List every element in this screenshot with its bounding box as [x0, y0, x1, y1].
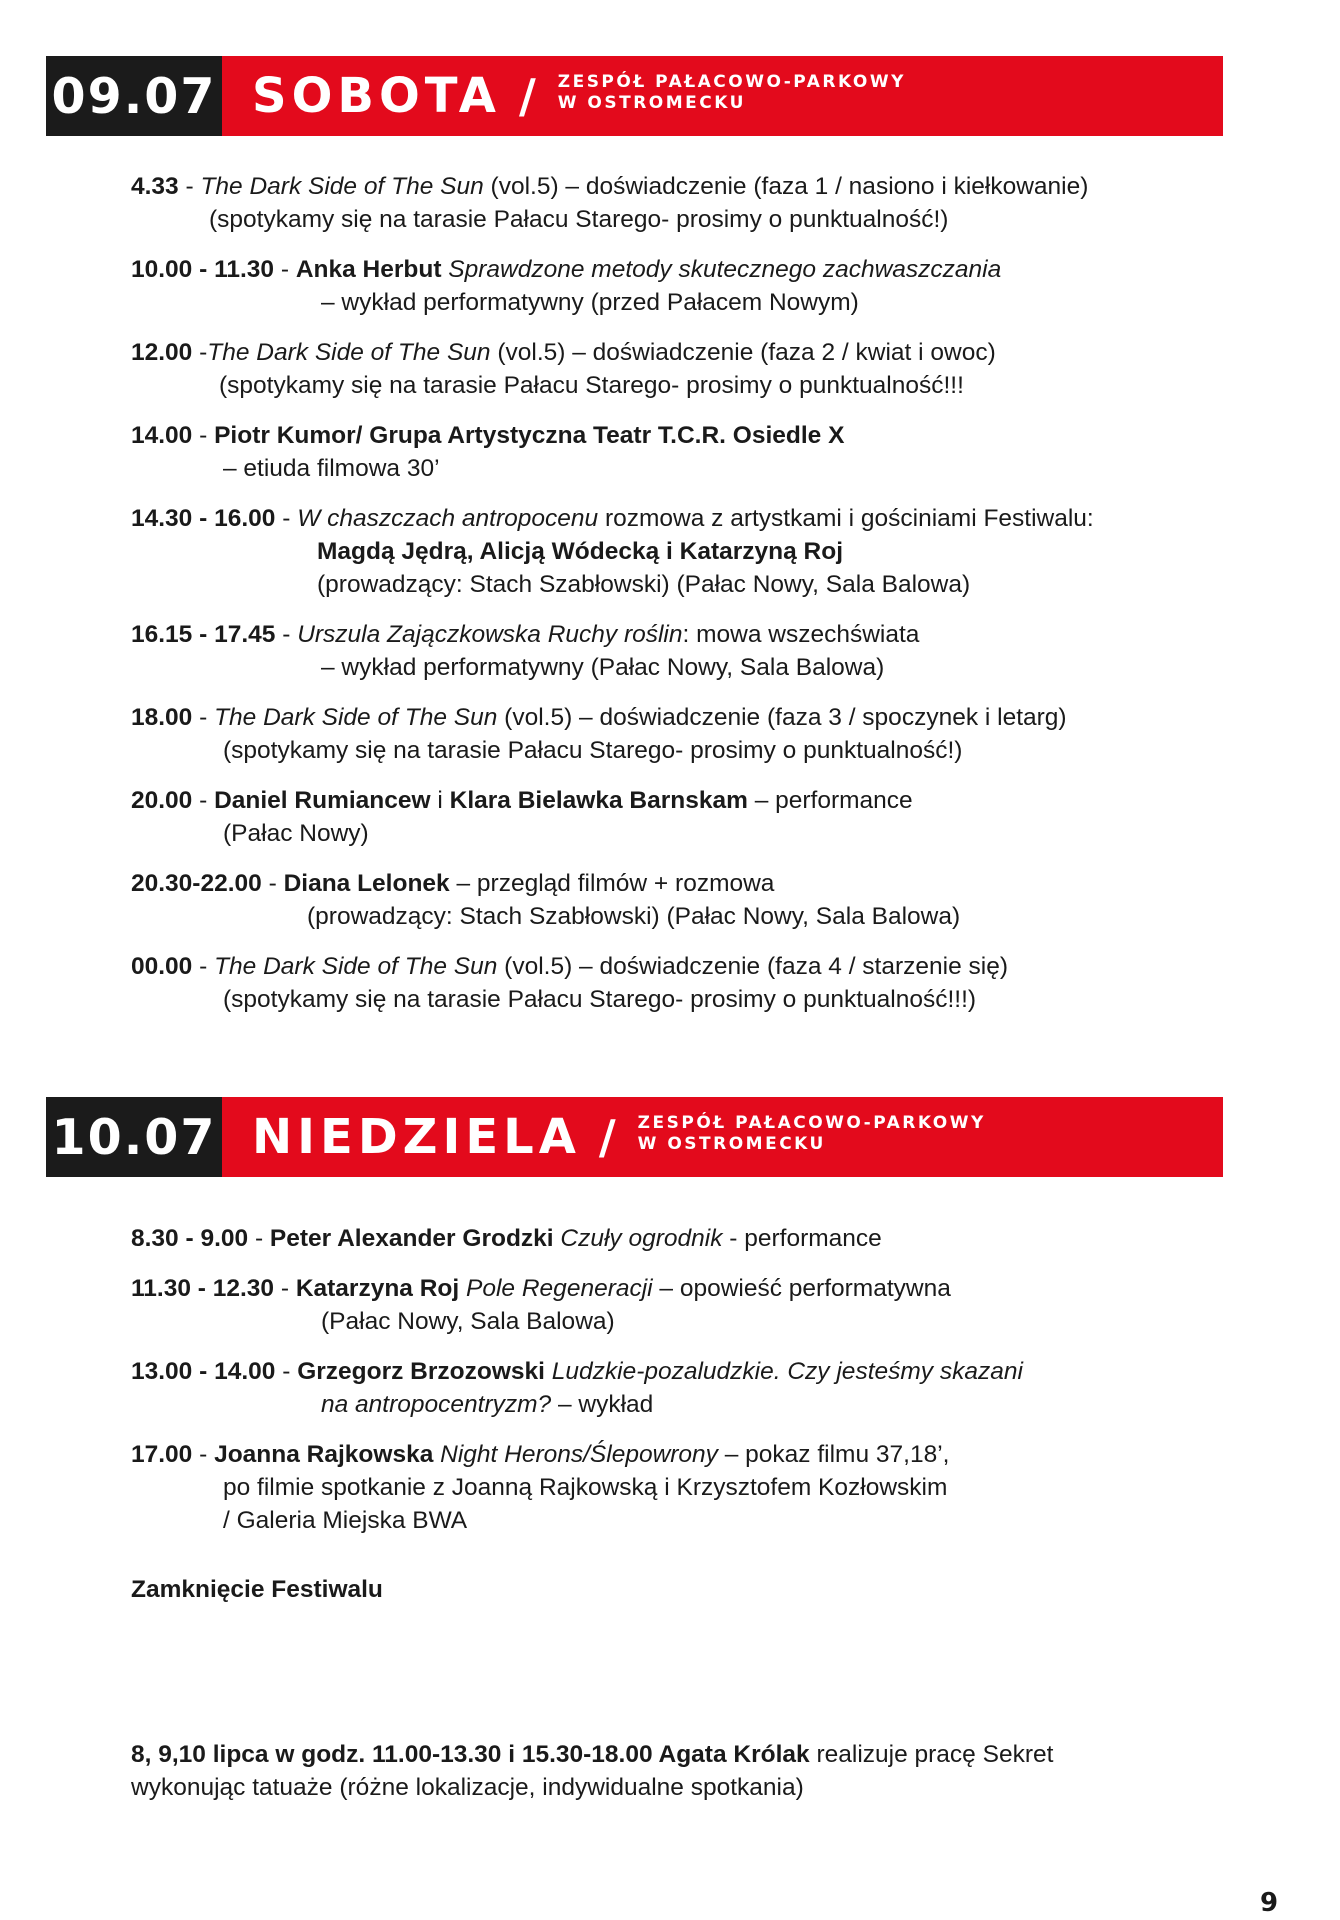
day-date: 10.07 [46, 1097, 222, 1177]
entry-time: 12.00 [131, 339, 193, 366]
day-name: NIEDZIELA [252, 1109, 581, 1165]
entry-title: na antropocentryzm? [321, 1391, 552, 1418]
venue-line: W OSTROMECKU [637, 1134, 826, 1154]
program-entry [131, 1438, 1231, 1537]
venue-line: ZESPÓŁ PAŁACOWO-PARKOWY [637, 1113, 986, 1133]
entry-text: (vol.5) – doświadczenie (faza 3 / spoczynek i letarg) [497, 704, 1067, 731]
entry-time: 4.33 [131, 173, 179, 200]
entry-detail: (spotykamy się na tarasie Pałacu Starego- prosimy o punktualność!) [223, 737, 963, 764]
program-entry [131, 170, 1231, 236]
entry-time: 10.00 - 11.30 [131, 256, 275, 283]
entry-artist: Diana Lelonek [283, 870, 450, 897]
entry-sep: - [192, 787, 215, 814]
entry-sep: - [275, 505, 298, 532]
entry-time: 13.00 - 14.00 [131, 1358, 276, 1385]
entry-detail: – wykład performatywny (przed Pałacem Nowym) [321, 289, 859, 316]
day-header-saturday [46, 56, 1223, 136]
entry-sep: - [192, 953, 215, 980]
entry-title: The Dark Side of The Sun [200, 173, 484, 200]
entry-detail: (Pałac Nowy) [223, 820, 369, 847]
entry-sep: - [192, 339, 208, 366]
entry-text: – opowieść performatywna [652, 1275, 951, 1302]
entry-detail: (prowadzący: Stach Szabłowski) (Pałac Nowy, Sala Balowa) [317, 571, 971, 598]
entry-text: – performance [747, 787, 913, 814]
program-entry [131, 1272, 1231, 1338]
entry-sep: - [192, 422, 215, 449]
entry-text: – wykład [551, 1391, 654, 1418]
page-number: 9 [1260, 1888, 1279, 1918]
closing-label: Zamknięcie Festiwalu [131, 1576, 383, 1603]
note-bold: 8, 9,10 lipca w godz. 11.00-13.30 i 15.30-18.00 Agata Królak [131, 1741, 810, 1768]
entry-sep: - [274, 256, 296, 283]
entry-title: The Dark Side of The Sun [214, 704, 498, 731]
entry-sep: - [275, 1358, 298, 1385]
entry-time: 20.30-22.00 [131, 870, 262, 897]
program-sunday [131, 1222, 1231, 1554]
entry-text: (vol.5) – doświadczenie (faza 2 / kwiat i owoc) [490, 339, 996, 366]
entry-sep: - [178, 173, 201, 200]
entry-sep: - [274, 1275, 296, 1302]
day-date: 09.07 [46, 56, 222, 136]
program-saturday [131, 170, 1231, 1033]
entry-detail: (spotykamy się na tarasie Pałacu Starego- prosimy o punktualność!) [209, 206, 949, 233]
entry-title: W chaszczach antropocenu [297, 505, 599, 532]
entry-detail: (Pałac Nowy, Sala Balowa) [321, 1308, 615, 1335]
entry-text: – pokaz filmu 37,18’, [717, 1441, 950, 1468]
entry-text: (vol.5) – doświadczenie (faza 4 / starzenie się) [497, 953, 1009, 980]
entry-time: 00.00 [131, 953, 193, 980]
entry-text: - performance [722, 1225, 882, 1252]
entry-sep: - [261, 870, 284, 897]
entry-time: 17.00 [131, 1441, 193, 1468]
entry-time: 11.30 - 12.30 [131, 1275, 275, 1302]
entry-guests: Magdą Jędrą, Alicją Wódecką i Katarzyną Roj [317, 538, 844, 565]
entry-time: 8.30 - 9.00 [131, 1225, 249, 1252]
entry-text: rozmowa z artystkami i gościniami Festiwalu: [598, 505, 1094, 532]
program-entry [131, 1355, 1231, 1421]
entry-detail [131, 1388, 1231, 1421]
program-entry [131, 784, 1231, 850]
entry-title: The Dark Side of The Sun [214, 953, 498, 980]
day-header-sunday [46, 1097, 1223, 1177]
entry-detail: (prowadzący: Stach Szabłowski) (Pałac Nowy, Sala Balowa) [307, 903, 961, 930]
entry-detail: / Galeria Miejska BWA [223, 1507, 468, 1534]
venue-line: ZESPÓŁ PAŁACOWO-PARKOWY [557, 72, 906, 92]
program-entry [131, 336, 1231, 402]
day-venue [558, 72, 906, 114]
entry-detail: (spotykamy się na tarasie Pałacu Starego- prosimy o punktualność!!!) [223, 986, 977, 1013]
program-entry [131, 253, 1231, 319]
entry-time: 20.00 [131, 787, 193, 814]
entry-sep: - [248, 1225, 270, 1252]
day-bar [222, 1097, 1223, 1177]
entry-title: Sprawdzone metody skutecznego zachwaszczania [441, 256, 1002, 283]
entry-artist: Joanna Rajkowska [214, 1441, 434, 1468]
entry-title: The Dark Side of The Sun [207, 339, 491, 366]
entry-artist: Daniel Rumiancew [214, 787, 431, 814]
entry-detail: – etiuda filmowa 30’ [223, 455, 440, 482]
entry-text: (vol.5) – doświadczenie (faza 1 / nasiono i kiełkowanie) [483, 173, 1089, 200]
venue-line: W OSTROMECKU [557, 93, 746, 113]
entry-artist: Peter Alexander Grodzki [269, 1225, 554, 1252]
entry-sep: - [192, 1441, 215, 1468]
entry-time: 18.00 [131, 704, 193, 731]
tattoo-note [131, 1738, 1241, 1804]
note-text: wykonując tatuaże (różne lokalizacje, indywidualne spotkania) [131, 1774, 804, 1801]
entry-title: Urszula Zajączkowska Ruchy roślin [297, 621, 683, 648]
program-entry [131, 950, 1231, 1016]
entry-sep: - [275, 621, 298, 648]
entry-text: – przegląd filmów + rozmowa [449, 870, 775, 897]
entry-time: 16.15 - 17.45 [131, 621, 276, 648]
entry-artist: Anka Herbut [295, 256, 442, 283]
day-venue [638, 1113, 986, 1155]
program-entry [131, 867, 1231, 933]
entry-text: : mowa wszechświata [682, 621, 920, 648]
day-slash: / [518, 69, 536, 123]
program-entry [131, 502, 1231, 601]
program-entry [131, 701, 1231, 767]
program-entry [131, 618, 1231, 684]
program-entry [131, 1222, 1231, 1255]
entry-title: Night Herons/Ślepowrony [433, 1441, 718, 1468]
entry-text: i [430, 787, 450, 814]
entry-artist: Klara Bielawka Barnskam [449, 787, 748, 814]
entry-title: Pole Regeneracji [459, 1275, 653, 1302]
day-slash: / [598, 1110, 616, 1164]
day-name: SOBOTA [252, 68, 501, 124]
entry-time: 14.00 [131, 422, 193, 449]
entry-time: 14.30 - 16.00 [131, 505, 276, 532]
entry-artist: Katarzyna Roj [295, 1275, 460, 1302]
entry-detail: – wykład performatywny (Pałac Nowy, Sala Balowa) [321, 654, 885, 681]
day-bar [222, 56, 1223, 136]
note-text: realizuje pracę Sekret [809, 1741, 1054, 1768]
entry-artist: Piotr Kumor/ Grupa Artystyczna Teatr T.C.R. Osiedle X [214, 422, 845, 449]
entry-title: Ludzkie-pozaludzkie. Czy jesteśmy skazani [544, 1358, 1023, 1385]
entry-sep: - [192, 704, 215, 731]
entry-detail: po filmie spotkanie z Joanną Rajkowską i Krzysztofem Kozłowskim [223, 1474, 948, 1501]
program-entry [131, 419, 1231, 485]
entry-title: Czuły ogrodnik [553, 1225, 723, 1252]
entry-detail: (spotykamy się na tarasie Pałacu Starego- prosimy o punktualność!!! [219, 372, 964, 399]
entry-artist: Grzegorz Brzozowski [297, 1358, 545, 1385]
